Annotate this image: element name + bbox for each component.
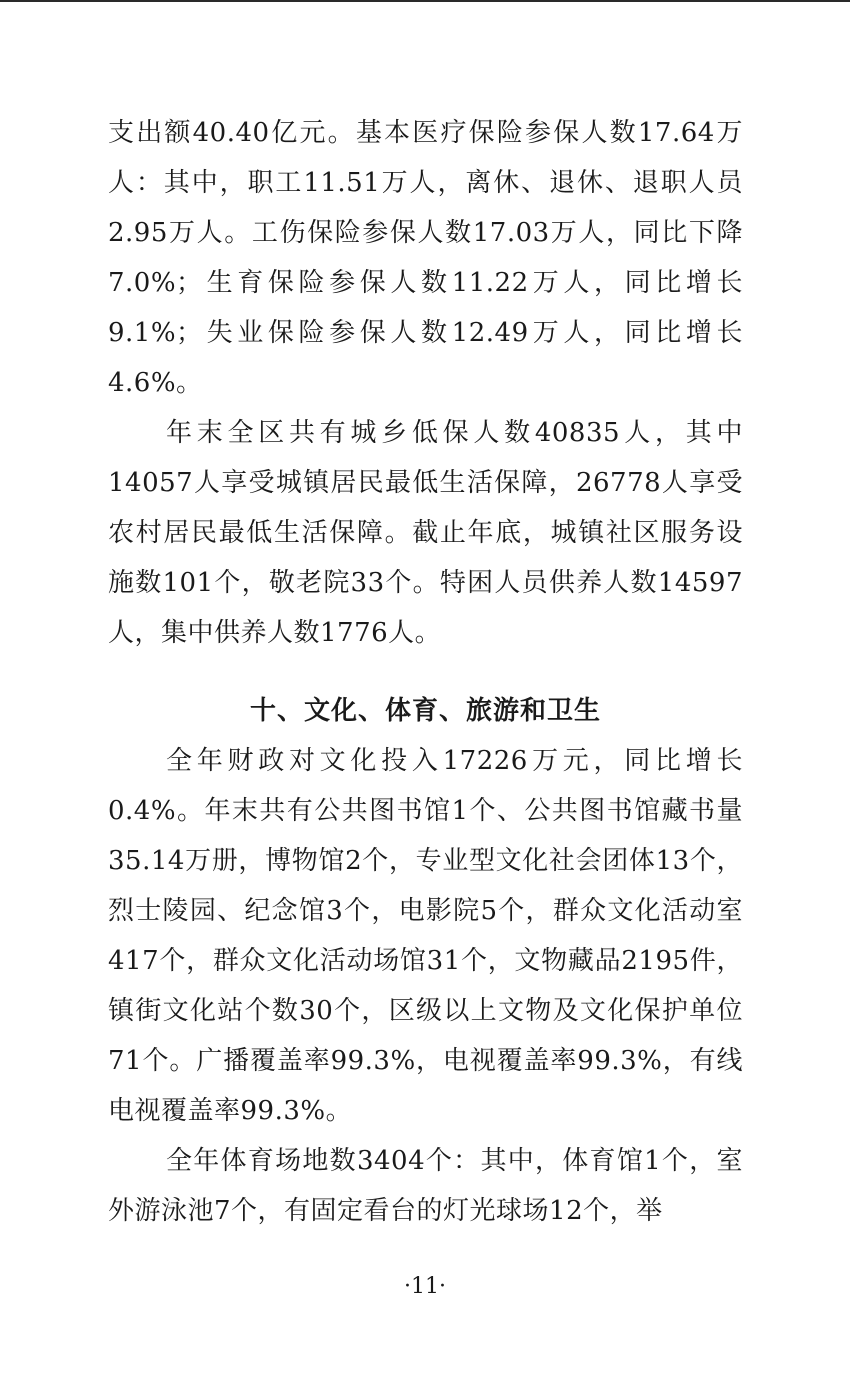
paragraph-insurance: 支出额40.40亿元。基本医疗保险参保人数17.64万人：其中，职工11.51万人，离休、退休、退职人员2.95万人。工伤保险参保人数17.03万人，同比下降7.0%；生育保险参保人数11.22万人，同比增长9.1%；失业保险参保人数12.49万人，同比增长4.6%。 — [108, 118, 743, 398]
top-rule — [0, 0, 850, 2]
paragraph-subsistence-allowance: 年末全区共有城乡低保人数40835人，其中14057人享受城镇居民最低生活保障，26778人享受农村居民最低生活保障。截止年底，城镇社区服务设施数101个，敬老院33个。特困人员供养人数14597人，集中供养人数1776人。 — [108, 418, 743, 648]
paragraph-sports: 全年体育场地数3404个：其中，体育馆1个，室外游泳池7个，有固定看台的灯光球场12个，举 — [108, 1146, 743, 1226]
page-number: ·11· — [404, 1274, 446, 1299]
paragraph-culture: 全年财政对文化投入17226万元，同比增长0.4%。年末共有公共图书馆1个、公共图书馆藏书量35.14万册，博物馆2个，专业型文化社会团体13个，烈士陵园、纪念馆3个，电影院5个，群众文化活动室417个，群众文化活动场馆31个，文物藏品2195件，镇街文化站个数30个，区级以上文物及文化保护单位71个。广播覆盖率99.3%，电视覆盖率99.3%，有线电视覆盖率99.3%。 — [108, 746, 743, 1126]
section-title: 十、文化、体育、旅游和卫生 — [249, 696, 601, 726]
page-body — [108, 108, 743, 1236]
